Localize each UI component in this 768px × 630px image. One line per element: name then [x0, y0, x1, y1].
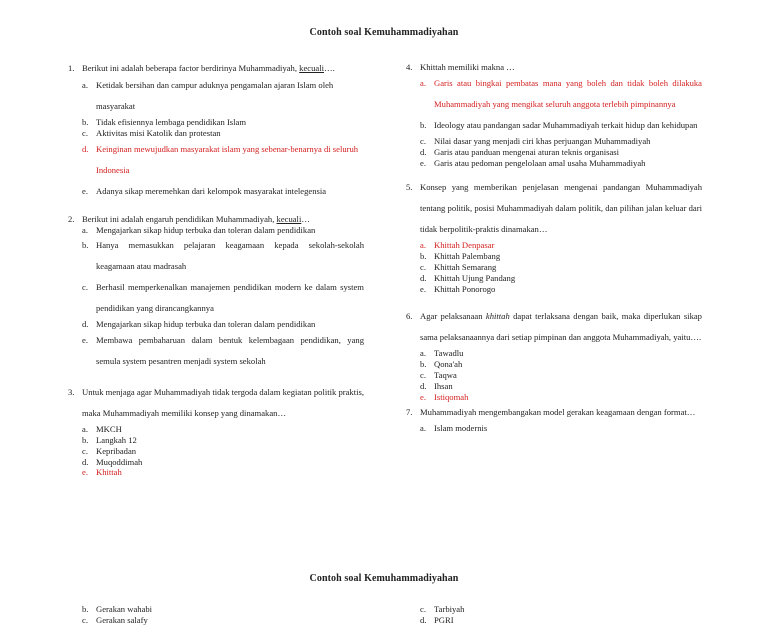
- option-text: Garis atau pedoman pengelolaan amal usaha Muhammadiyah: [434, 157, 646, 168]
- option-letter: d.: [82, 143, 89, 154]
- option-letter: a.: [82, 80, 88, 90]
- page-2-option-c[interactable]: [82, 615, 148, 626]
- option-text: Aktivitas misi Katolik dan protestan: [96, 127, 221, 138]
- question-1: [68, 62, 364, 202]
- option-letter: c.: [420, 369, 426, 380]
- option-letter: c.: [82, 282, 88, 293]
- option-c[interactable]: [68, 446, 364, 457]
- option-text: Garis atau bingkai pembatas mana yang boleh dan tidak boleh dilakuka Muhammadiyah yang mengikat seluruh anggota terlebih pimpinannya: [434, 78, 702, 109]
- question-text: [406, 62, 702, 73]
- option-list: [406, 73, 702, 168]
- option-text: Khittah Ujung Pandang: [434, 272, 516, 283]
- question-text: [68, 382, 364, 424]
- option-letter: b.: [420, 251, 427, 262]
- option-text: Khittah Palembang: [434, 251, 501, 262]
- option-e[interactable]: [406, 158, 702, 169]
- option-text: Istiqomah: [434, 391, 469, 402]
- question-5: [406, 177, 702, 294]
- option-letter: b.: [82, 240, 89, 251]
- option-b[interactable]: [68, 435, 364, 446]
- question-number: 5.: [406, 182, 413, 193]
- option-a[interactable]: [68, 424, 364, 435]
- option-d[interactable]: [68, 319, 364, 330]
- page-2-option-b[interactable]: [82, 604, 152, 615]
- question-text: [406, 306, 702, 348]
- page-2-title: Contoh soal Kemuhammadiyahan: [309, 573, 459, 584]
- option-a[interactable]: [68, 75, 364, 117]
- option-text: Tidak efisiennya lembaga pendidikan Islam: [96, 117, 247, 127]
- question-text-part: Berikut ini adalah engaruh pendidikan Muhammadiyah,: [82, 213, 275, 224]
- option-list: [68, 75, 364, 202]
- option-letter: a.: [420, 423, 426, 434]
- option-e[interactable]: [68, 181, 364, 202]
- question-text-part: dapat terlaksana dengan baik, maka diperlukan sikap sama pelaksanaannya dari setiap pimpinan dan anggota Muhammadiyah, yaitu….: [420, 311, 702, 343]
- option-list: [68, 424, 364, 478]
- option-e-correct[interactable]: [406, 392, 702, 403]
- question-text-part: …: [301, 213, 310, 224]
- right-column: [406, 62, 702, 434]
- question-number: 3.: [68, 387, 75, 398]
- left-column: [68, 62, 364, 478]
- option-text: Ketidak bersihan dan campur aduknya pengamalan ajaran Islam oleh masyarakat: [96, 80, 334, 111]
- option-letter: c.: [82, 127, 88, 138]
- option-list: [406, 348, 702, 402]
- option-c[interactable]: [68, 128, 364, 139]
- option-text: Mengajarkan sikap hidup terbuka dan toleran dalam pendidikan: [96, 224, 316, 235]
- option-text: PGRI: [434, 615, 454, 625]
- option-text: Khittah Semarang: [434, 261, 497, 272]
- option-text: Berhasil memperkenalkan manajemen pendidikan modern ke dalam system pendidikan yang dirancangkannya: [96, 282, 364, 314]
- option-d[interactable]: [68, 457, 364, 468]
- question-text: [406, 402, 702, 423]
- question-text-part: Konsep yang memberikan penjelasan mengenai pandangan Muhammadiyah tentang politik, posisi Muhammadiyah dalam politik, dan pilihan jalan keluar dari tidak berpolitik-praktis dinamakan…: [420, 182, 702, 235]
- question-text: [68, 62, 364, 75]
- question-7: [406, 402, 702, 434]
- option-letter: c.: [82, 615, 88, 625]
- question-text-part: Khittah memiliki makna …: [420, 62, 515, 72]
- option-list: [406, 240, 702, 294]
- option-text: Membawa pembaharuan dalam bentuk kelembagaan pendidikan, yang semula system pesantren menjadi system sekolah: [96, 335, 364, 367]
- option-letter: e.: [82, 185, 88, 196]
- option-letter: b.: [420, 120, 427, 130]
- option-text: Ihsan: [434, 380, 453, 391]
- option-a[interactable]: [68, 225, 364, 236]
- option-b[interactable]: [406, 251, 702, 262]
- option-list: [68, 225, 364, 373]
- option-letter: b.: [82, 434, 89, 445]
- option-text: Mengajarkan sikap hidup terbuka dan toleran dalam pendidikan: [96, 319, 316, 330]
- page-2-option-d-right[interactable]: [420, 615, 454, 626]
- option-letter: b.: [82, 604, 89, 614]
- question-keyword: khittah: [485, 311, 510, 322]
- option-e[interactable]: [406, 284, 702, 295]
- option-letter: c.: [420, 604, 426, 614]
- option-e[interactable]: [68, 330, 364, 372]
- question-4: [406, 62, 702, 168]
- option-text: Ideology atau pandangan sadar Muhammadiyah terkait hidup dan kehidupan: [434, 120, 698, 130]
- option-letter: d.: [420, 272, 427, 283]
- option-d[interactable]: [406, 273, 702, 284]
- page-title: Contoh soal Kemuhammadiyahan: [309, 27, 459, 38]
- option-text: Muqoddimah: [96, 456, 143, 467]
- question-text: [406, 177, 702, 240]
- option-a[interactable]: [406, 348, 702, 359]
- option-text: Gerakan salafy: [96, 615, 148, 625]
- option-text: Garis atau panduan mengenai aturan teknis organisasi: [434, 146, 620, 157]
- option-text: Kepribadan: [96, 445, 137, 456]
- option-c[interactable]: [406, 262, 702, 273]
- question-text-part: Muhammadiyah mengembangakan model gerakan keagamaan dengan format…: [420, 407, 696, 418]
- question-text-part: Untuk menjaga agar Muhammadiyah tidak tergoda dalam kegiatan politik praktis, maka Muhammadiyah memiliki konsep yang dinamakan…: [82, 387, 364, 419]
- question-number: 6.: [406, 311, 413, 322]
- option-list: [406, 423, 702, 434]
- option-text: Langkah 12: [96, 434, 137, 445]
- option-text: Nilai dasar yang menjadi ciri khas perjuangan Muhammadiyah: [434, 136, 651, 146]
- option-text: MKCH: [96, 424, 122, 435]
- option-c[interactable]: [406, 370, 702, 381]
- question-keyword: kecuali: [276, 213, 302, 224]
- option-text: Tawadlu: [434, 348, 464, 359]
- option-letter: e.: [82, 335, 88, 346]
- option-text: Taqwa: [434, 369, 457, 380]
- option-e-correct[interactable]: [68, 467, 364, 478]
- page-2-option-c-right[interactable]: [420, 604, 464, 615]
- option-b[interactable]: [68, 235, 364, 277]
- option-letter: d.: [82, 319, 89, 330]
- option-text: Islam modernis: [434, 423, 488, 434]
- option-letter: a.: [420, 348, 426, 359]
- option-text: Qona'ah: [434, 359, 463, 370]
- option-a-correct[interactable]: [406, 73, 702, 115]
- question-number: 7.: [406, 407, 413, 418]
- option-text: Gerakan wahabi: [96, 604, 153, 614]
- option-text: Khittah Ponorogo: [434, 283, 496, 294]
- question-text-part: ….: [323, 63, 335, 73]
- question-number: 2.: [68, 213, 75, 224]
- option-letter: b.: [420, 359, 427, 370]
- option-letter: e.: [420, 157, 426, 168]
- question-6: [406, 306, 702, 402]
- question-2: [68, 214, 364, 373]
- option-letter: d.: [420, 615, 427, 625]
- option-letter: a.: [82, 424, 88, 435]
- option-letter: d.: [420, 380, 427, 391]
- option-d[interactable]: [406, 147, 702, 158]
- option-text: Keinginan mewujudkan masyarakat islam yang sebenar-benarnya di seluruh Indonesia: [96, 143, 359, 175]
- option-letter: a.: [420, 78, 426, 88]
- option-letter: e.: [420, 391, 426, 402]
- option-d-correct[interactable]: [68, 139, 364, 181]
- option-a[interactable]: [406, 423, 702, 434]
- option-letter: a.: [420, 240, 426, 251]
- question-text-part: Agar pelaksanaan: [420, 311, 483, 322]
- option-b[interactable]: [68, 117, 364, 128]
- option-letter: b.: [82, 117, 89, 127]
- option-letter: e.: [82, 467, 88, 478]
- option-a-correct[interactable]: [406, 240, 702, 251]
- option-letter: a.: [82, 224, 88, 235]
- question-text: [68, 214, 364, 225]
- question-text-part: Berikut ini adalah beberapa factor berdirinya Muhammadiyah,: [82, 63, 297, 73]
- option-text: Hanya memasukkan pelajaran keagamaan kepada sekolah-sekolah keagamaan atau madrasah: [96, 240, 364, 272]
- option-d[interactable]: [406, 381, 702, 392]
- option-text: Khittah Denpasar: [434, 240, 495, 251]
- option-letter: e.: [420, 283, 426, 294]
- option-letter: d.: [82, 456, 89, 467]
- option-letter: d.: [420, 146, 427, 157]
- option-text: Tarbiyah: [434, 604, 465, 614]
- question-number: 4.: [406, 62, 413, 72]
- option-c[interactable]: [68, 277, 364, 319]
- option-b[interactable]: [406, 359, 702, 370]
- question-3: [68, 382, 364, 478]
- question-keyword: kecuali: [299, 63, 324, 73]
- option-text: Adanya sikap meremehkan dari kelompok masyarakat intelegensia: [96, 185, 327, 196]
- question-number: 1.: [68, 63, 75, 73]
- option-c[interactable]: [406, 136, 702, 147]
- option-letter: c.: [420, 261, 426, 272]
- option-b[interactable]: [406, 115, 702, 136]
- option-text: Khittah: [96, 467, 122, 478]
- option-letter: c.: [420, 136, 426, 146]
- option-letter: c.: [82, 445, 88, 456]
